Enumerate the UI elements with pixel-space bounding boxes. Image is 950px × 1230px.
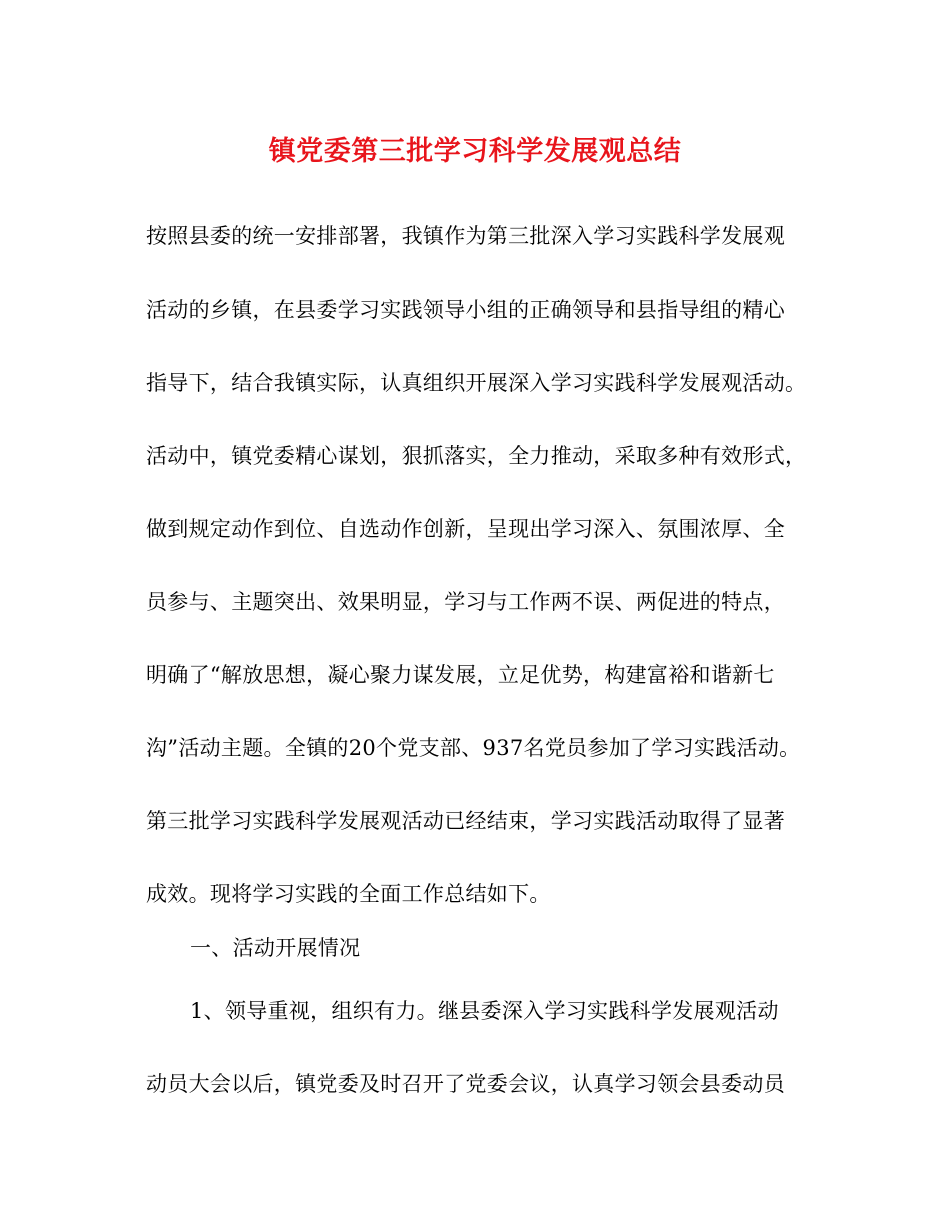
- paragraph-line: 沟”活动主题。全镇的20个党支部、937名党员参加了学习实践活动。: [146, 736, 801, 760]
- paragraph-line: 员参与、主题突出、效果明显，学习与工作两不误、两促进的特点，: [146, 590, 785, 614]
- paragraph-line: 成效。现将学习实践的全面工作总结如下。: [146, 882, 551, 906]
- paragraph-line: 活动中，镇党委精心谋划，狠抓落实，全力推动，采取多种有效形式，: [146, 444, 807, 468]
- paragraph-line: 指导下，结合我镇实际，认真组织开展深入学习实践科学发展观活动。: [146, 371, 807, 395]
- section-heading: 一、活动开展情况: [190, 936, 361, 960]
- paragraph-line: 做到规定动作到位、自选动作创新，呈现出学习深入、氛围浓厚、全: [146, 517, 785, 541]
- document-title: 镇党委第三批学习科学发展观总结: [268, 136, 682, 167]
- paragraph-line: 明确了“解放思想，凝心聚力谋发展，立足优势，构建富裕和谐新七: [146, 663, 775, 687]
- paragraph-line: 动员大会以后，镇党委及时召开了党委会议，认真学习领会县委动员: [146, 1072, 785, 1096]
- paragraph-line: 第三批学习实践科学发展观活动已经结束，学习实践活动取得了显著: [146, 809, 785, 833]
- paragraph-line: 1、领导重视，组织有力。继县委深入学习实践科学发展观活动: [190, 999, 779, 1023]
- paragraph-line: 活动的乡镇，在县委学习实践领导小组的正确领导和县指导组的精心: [146, 298, 785, 322]
- paragraph-line: 按照县委的统一安排部署，我镇作为第三批深入学习实践科学发展观: [146, 224, 785, 248]
